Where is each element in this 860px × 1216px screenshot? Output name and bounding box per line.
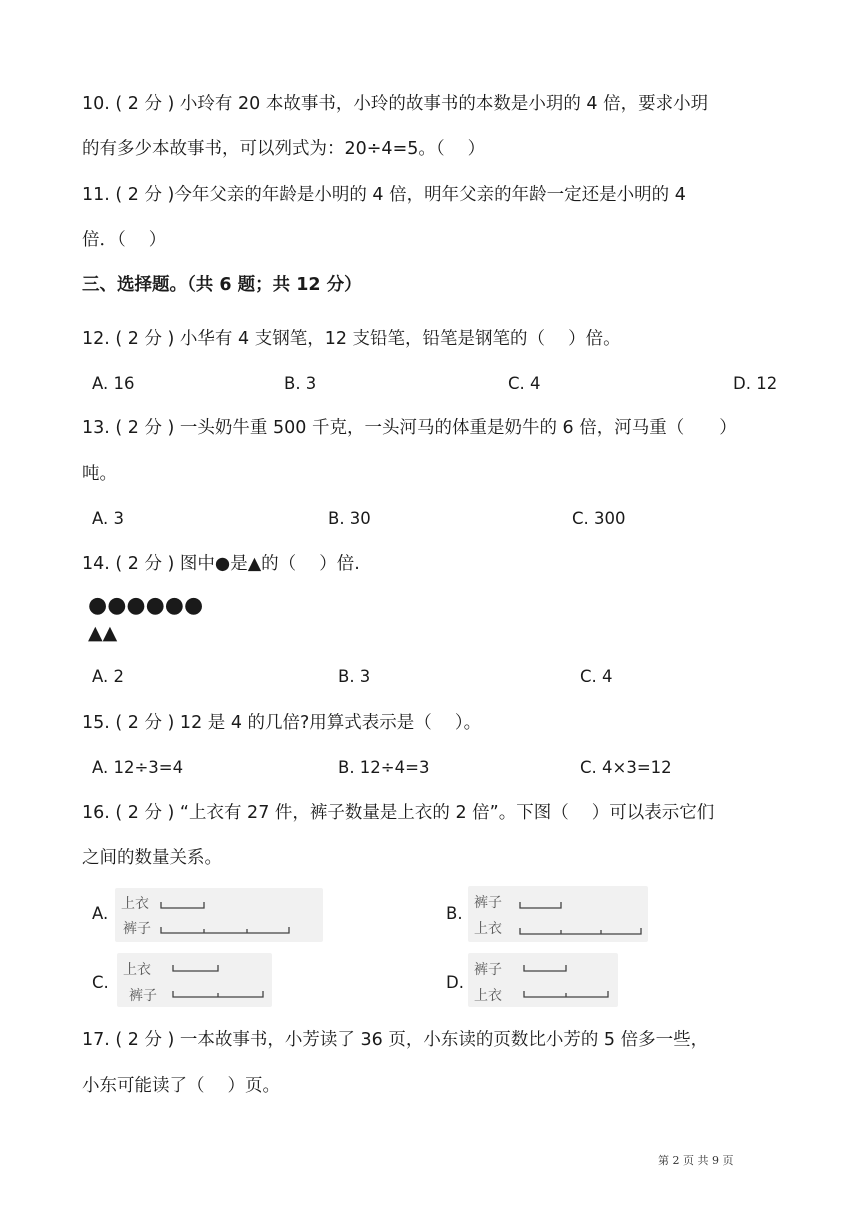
q16-b-row1-label: 裤子	[474, 895, 502, 911]
question-15: 15. ( 2 分 ) 12 是 4 的几倍?用算式表示是（ ）。	[82, 713, 482, 733]
q12-option-a[interactable]: A. 16	[92, 374, 135, 393]
q16-c-bars	[117, 953, 272, 1007]
q12-option-d[interactable]: D. 12	[733, 374, 778, 393]
q15-option-a[interactable]: A. 12÷3=4	[92, 758, 184, 777]
q16-a-row2-label: 裤子	[123, 921, 151, 937]
q16-option-b-label[interactable]: B.	[446, 904, 463, 923]
q16-option-a-label[interactable]: A.	[92, 904, 109, 923]
page-footer: 第 2 页 共 9 页	[658, 1154, 734, 1167]
q16-b-bars	[468, 886, 648, 942]
q14-option-c[interactable]: C. 4	[580, 667, 613, 686]
q13-option-c[interactable]: C. 300	[572, 509, 626, 528]
question-13-line-1: 13. ( 2 分 ) 一头奶牛重 500 千克，一头河马的体重是奶牛的 6 倍，河马重（ ）	[82, 418, 737, 438]
q13-option-a[interactable]: A. 3	[92, 509, 124, 528]
q16-option-d-label[interactable]: D.	[446, 973, 464, 992]
question-16-line-2: 之间的数量关系。	[82, 848, 222, 868]
q16-a-row1-label: 上衣	[121, 896, 149, 912]
q14-option-a[interactable]: A. 2	[92, 667, 124, 686]
section-3-heading: 三、选择题。（共 6 题；共 12 分）	[82, 275, 362, 295]
question-11-line-1: 11. ( 2 分 )今年父亲的年龄是小明的 4 倍，明年父亲的年龄一定还是小明的 4	[82, 185, 686, 205]
question-16-line-1: 16. ( 2 分 ) “上衣有 27 件，裤子数量是上衣的 2 倍”。下图（ ）可以表示它们	[82, 803, 715, 823]
question-10-line-2: 的有多少本故事书，可以列式为：20÷4=5。（ ）	[82, 139, 486, 159]
q16-option-d-diagram[interactable]	[468, 953, 618, 1007]
q15-option-c[interactable]: C. 4×3=12	[580, 758, 672, 777]
q16-d-row2-label: 上衣	[474, 988, 502, 1004]
question-10-line-1: 10. ( 2 分 ) 小玲有 20 本故事书，小玲的故事书的本数是小玥的 4 倍，要求小玥	[82, 94, 709, 114]
q14-option-b[interactable]: B. 3	[338, 667, 371, 686]
question-11-line-2: 倍．（ ）	[82, 230, 167, 250]
q16-c-row1-label: 上衣	[123, 962, 151, 978]
q13-option-b[interactable]: B. 30	[328, 509, 371, 528]
q16-option-b-diagram[interactable]	[468, 886, 648, 942]
q16-option-c-diagram[interactable]	[117, 953, 272, 1007]
q16-option-c-label[interactable]: C.	[92, 973, 109, 992]
question-17-line-1: 17. ( 2 分 ) 一本故事书，小芳读了 36 页，小东读的页数比小芳的 5 倍多一些，	[82, 1030, 709, 1050]
q16-d-bars	[468, 953, 618, 1007]
q14-triangles: ▲▲	[88, 622, 118, 644]
question-13-line-2: 吨。	[82, 464, 117, 484]
question-12: 12. ( 2 分 ) 小华有 4 支钢笔，12 支铅笔，铅笔是钢笔的（ ）倍。	[82, 329, 621, 349]
q12-option-c[interactable]: C. 4	[508, 374, 541, 393]
q16-b-row2-label: 上衣	[474, 921, 502, 937]
q16-d-row1-label: 裤子	[474, 962, 502, 978]
q12-option-b[interactable]: B. 3	[284, 374, 317, 393]
question-14: 14. ( 2 分 ) 图中●是▲的（ ）倍.	[82, 554, 360, 574]
q16-a-bars	[115, 888, 323, 942]
q16-c-row2-label: 裤子	[129, 988, 157, 1004]
q16-option-a-diagram[interactable]	[115, 888, 323, 942]
question-17-line-2: 小东可能读了（ ）页。	[82, 1076, 281, 1096]
q15-option-b[interactable]: B. 12÷4=3	[338, 758, 430, 777]
q14-circles: ●●●●●●	[88, 593, 204, 618]
